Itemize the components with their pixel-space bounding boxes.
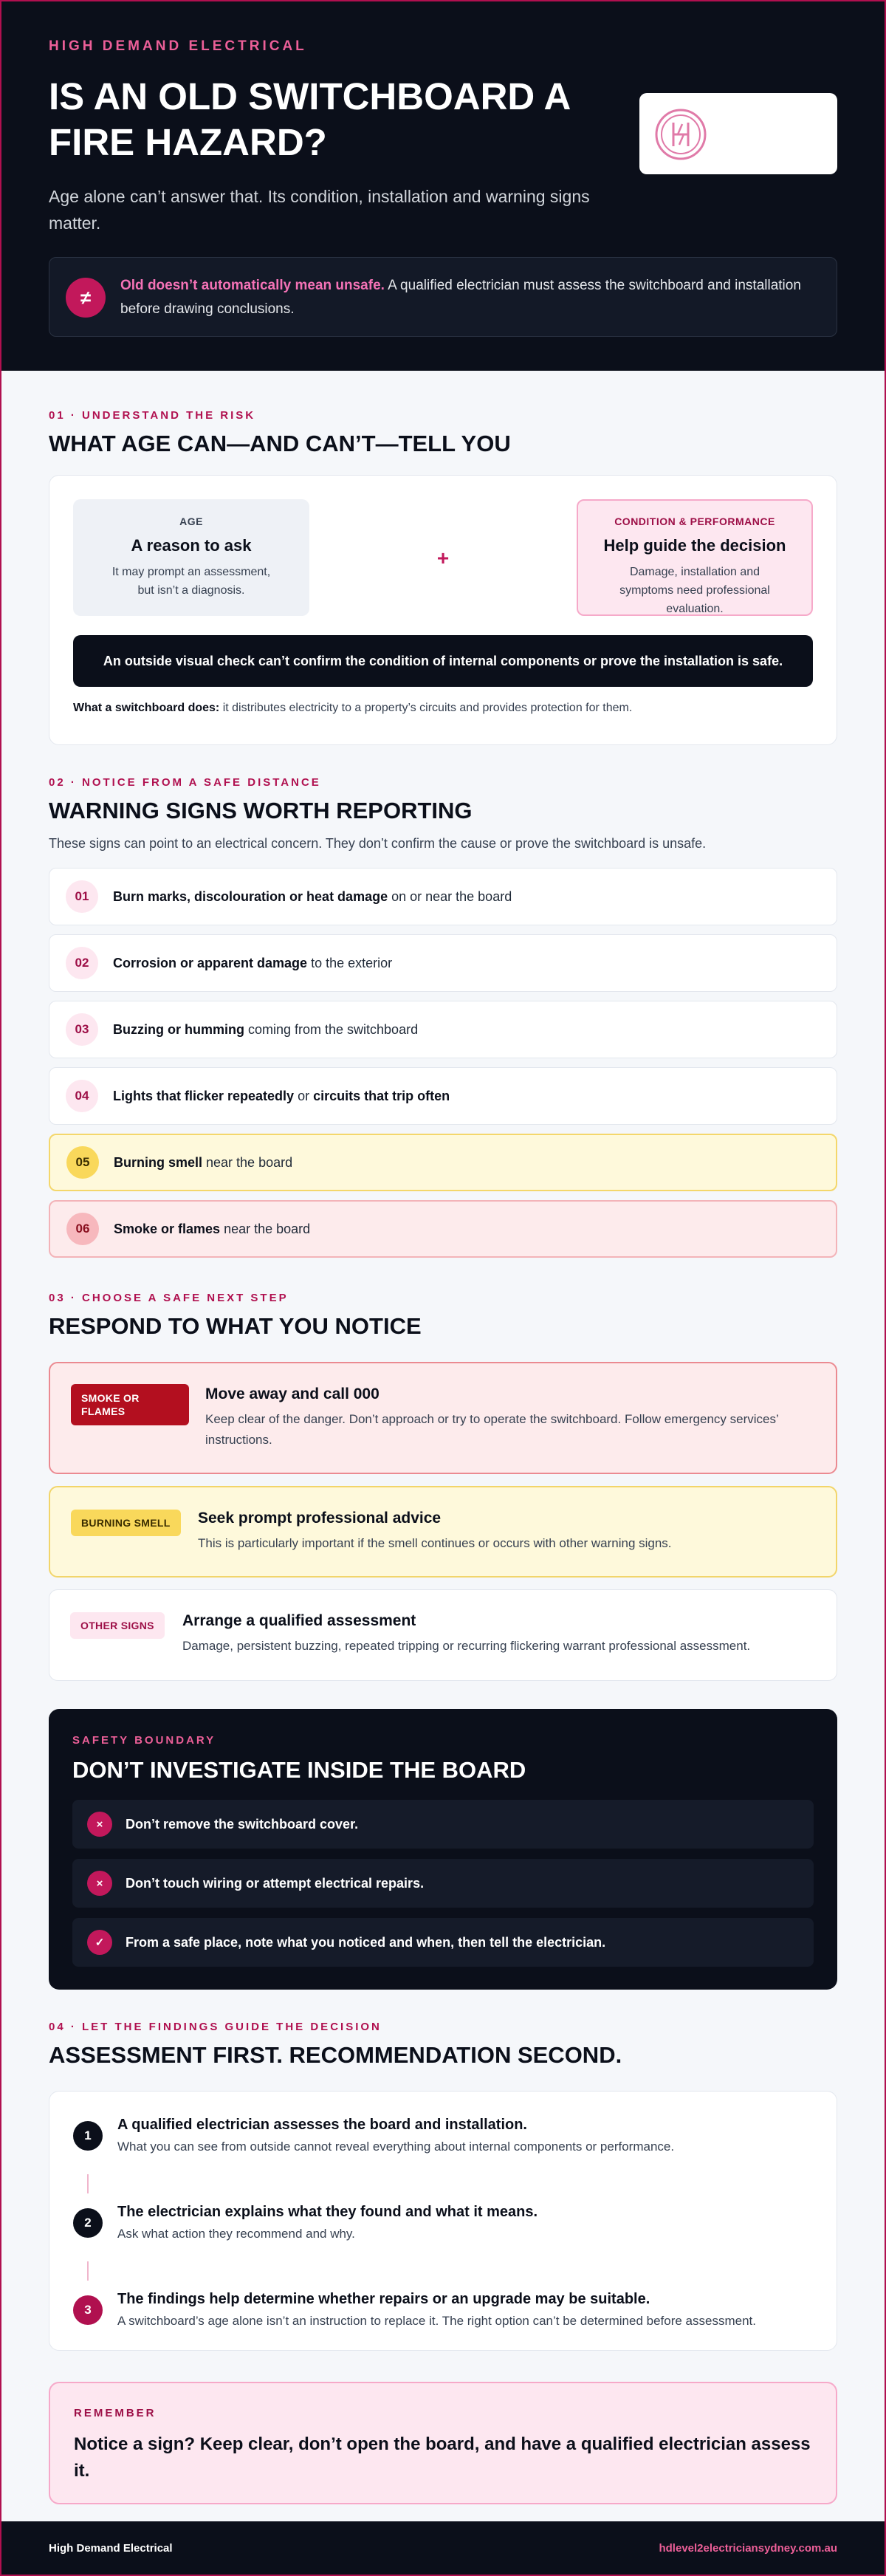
warning-strong: Burning smell <box>114 1154 203 1170</box>
response-title: Move away and call 000 <box>205 1385 380 1402</box>
age-comparison-card <box>49 475 837 745</box>
safety-boundary-panel <box>49 1709 837 1990</box>
warning-mid: or <box>294 1088 314 1103</box>
warning-number: 01 <box>66 880 98 913</box>
remember-text: Notice a sign? Keep clear, don’t open the board, and have a qualified electrician assess it. <box>74 2434 811 2481</box>
condition-title: Help guide the decision <box>603 536 786 555</box>
status-badge: BURNING SMELL <box>71 1510 181 1536</box>
logo-circle-mark-icon <box>654 108 707 161</box>
warning-text <box>113 956 392 971</box>
cross-icon: × <box>87 1871 112 1896</box>
page-title: IS AN OLD SWITCHBOARD A FIRE HAZARD? <box>49 75 570 163</box>
list-item <box>72 1918 814 1967</box>
hero-callout <box>49 257 837 337</box>
hero-callout-body: A qualified electrician must assess the switchboard and installation before drawing conclusions. <box>120 278 801 317</box>
step-item <box>73 2291 813 2346</box>
response-card-other-signs <box>49 1589 837 1681</box>
response-text: Keep clear of the danger. Don’t approach or try to operate the switchboard. Follow emergency services’ instructions. <box>205 1412 779 1447</box>
section-warning-signs <box>1 745 885 1258</box>
list-item <box>72 1800 814 1849</box>
section2-intro: These signs can point to an electrical concern. They don’t confirm the cause or prove the switchboard is unsafe. <box>49 836 707 851</box>
step-item <box>73 2204 813 2258</box>
section2-title: WARNING SIGNS WORTH REPORTING <box>49 798 473 823</box>
list-item <box>49 1134 837 1191</box>
warning-rest: near the board <box>220 1221 311 1236</box>
hero-callout-text <box>120 274 814 321</box>
remember-eyebrow: REMEMBER <box>74 2407 157 2419</box>
boundary-text: Don’t touch wiring or attempt electrical repairs. <box>126 1875 425 1891</box>
condition-box <box>577 499 813 616</box>
warning-strong: Buzzing or humming <box>113 1021 244 1037</box>
remember-callout <box>49 2382 837 2504</box>
steps-card <box>49 2091 837 2351</box>
visual-check-banner: An outside visual check can’t confirm the condition of internal components or prove the installation is safe. <box>73 635 813 687</box>
age-title: A reason to ask <box>131 536 252 555</box>
warning-text <box>113 1089 450 1104</box>
boundary-text: From a safe place, note what you noticed and when, then tell the electrician. <box>126 1934 606 1950</box>
check-icon: ✓ <box>87 1930 112 1955</box>
step-connector <box>87 2174 89 2193</box>
warning-strong-2: circuits that trip often <box>313 1088 450 1103</box>
footer-brand: High Demand Electrical <box>49 2541 173 2555</box>
cross-icon: × <box>87 1812 112 1837</box>
step-item <box>73 2117 813 2171</box>
section3-title: RESPOND TO WHAT YOU NOTICE <box>49 1313 422 1339</box>
warning-rest: on or near the board <box>388 888 512 904</box>
boundary-text: Don’t remove the switchboard cover. <box>126 1816 359 1832</box>
warning-strong: Smoke or flames <box>114 1221 221 1236</box>
list-item <box>72 1859 814 1908</box>
response-title: Arrange a qualified assessment <box>182 1612 416 1629</box>
warning-number: 04 <box>66 1080 98 1112</box>
warning-list <box>49 868 837 1258</box>
warning-rest: to the exterior <box>307 955 393 970</box>
section-assessment <box>1 1990 885 2351</box>
footer-site-link[interactable]: hdlevel2electriciansydney.com.au <box>659 2541 837 2555</box>
warning-strong: Burn marks, discolouration or heat damage <box>113 888 388 904</box>
section4-eyebrow: 04 · LET THE FINDINGS GUIDE THE DECISION <box>49 2021 382 2033</box>
boundary-list <box>72 1800 814 1967</box>
not-equal-icon: ≠ <box>66 278 106 318</box>
condition-label: CONDITION & PERFORMANCE <box>614 515 775 527</box>
list-item <box>49 934 837 992</box>
section4-title: ASSESSMENT FIRST. RECOMMENDATION SECOND. <box>49 2042 622 2068</box>
section-understand-risk <box>1 371 885 745</box>
step-title: A qualified electrician assesses the board and installation. <box>117 2117 527 2133</box>
warning-text <box>113 889 512 905</box>
step-title: The electrician explains what they found and what it means. <box>117 2204 538 2220</box>
response-card-smoke <box>49 1362 837 1474</box>
response-title: Seek prompt professional advice <box>198 1510 442 1527</box>
step-title: The findings help determine whether repairs or an upgrade may be suitable. <box>117 2291 650 2307</box>
step-text: A switchboard’s age alone isn’t an instruction to replace it. The right option can’t be determined before assessment. <box>117 2314 756 2328</box>
age-label: AGE <box>179 515 203 527</box>
switchboard-definition <box>73 702 632 715</box>
section1-eyebrow: 01 · UNDERSTAND THE RISK <box>49 409 256 422</box>
warning-rest: near the board <box>202 1154 293 1170</box>
plus-icon: + <box>436 547 450 569</box>
response-text: This is particularly important if the smell continues or occurs with other warning signs. <box>198 1536 672 1550</box>
warning-text <box>114 1222 310 1237</box>
definition-strong: What a switchboard does: <box>73 702 220 714</box>
warning-number: 06 <box>66 1213 99 1245</box>
hero-eyebrow: HIGH DEMAND ELECTRICAL <box>49 38 307 54</box>
condition-text: Damage, installation and symptoms need professional evaluation. <box>619 566 770 615</box>
step-number: 2 <box>73 2208 103 2238</box>
warning-rest: coming from the switchboard <box>244 1021 419 1037</box>
boundary-eyebrow: SAFETY BOUNDARY <box>72 1734 216 1747</box>
age-text: It may prompt an assessment, but isn’t a diagnosis. <box>111 566 271 597</box>
list-item <box>49 1001 837 1058</box>
warning-text <box>114 1155 292 1171</box>
step-text: Ask what action they recommend and why. <box>117 2227 355 2241</box>
section1-title: WHAT AGE CAN—AND CAN’T—TELL YOU <box>49 431 511 456</box>
logo-card <box>639 93 837 174</box>
hero-callout-strong: Old doesn’t automatically mean unsafe. <box>120 278 385 293</box>
hero <box>1 1 885 371</box>
step-connector <box>87 2261 89 2281</box>
status-badge: SMOKE OR FLAMES <box>71 1384 189 1425</box>
step-number: 3 <box>73 2295 103 2325</box>
hero-subtitle: Age alone can’t answer that. Its condition, installation and warning signs matter. <box>49 187 590 233</box>
definition-text: it distributes electricity to a property’s circuits and provides protection for them. <box>219 702 633 714</box>
warning-text <box>113 1022 418 1038</box>
warning-number: 03 <box>66 1013 98 1046</box>
list-item <box>49 868 837 925</box>
warning-strong: Corrosion or apparent damage <box>113 955 308 970</box>
section3-eyebrow: 03 · CHOOSE A SAFE NEXT STEP <box>49 1292 289 1304</box>
section-respond <box>1 1267 885 1681</box>
response-text: Damage, persistent buzzing, repeated tripping or recurring flickering warrant professional assessment. <box>182 1639 751 1653</box>
footer <box>1 2521 885 2575</box>
boundary-title: DON’T INVESTIGATE INSIDE THE BOARD <box>72 1757 526 1783</box>
warning-strong: Lights that flicker repeatedly <box>113 1088 295 1103</box>
warning-number: 02 <box>66 947 98 979</box>
status-badge: OTHER SIGNS <box>70 1612 165 1639</box>
section2-eyebrow: 02 · NOTICE FROM A SAFE DISTANCE <box>49 776 321 789</box>
list-item <box>49 1067 837 1125</box>
response-card-burning-smell <box>49 1486 837 1578</box>
step-text: What you can see from outside cannot reveal everything about internal components or performance. <box>117 2140 675 2154</box>
warning-number: 05 <box>66 1146 99 1179</box>
list-item <box>49 1200 837 1258</box>
step-number: 1 <box>73 2121 103 2151</box>
